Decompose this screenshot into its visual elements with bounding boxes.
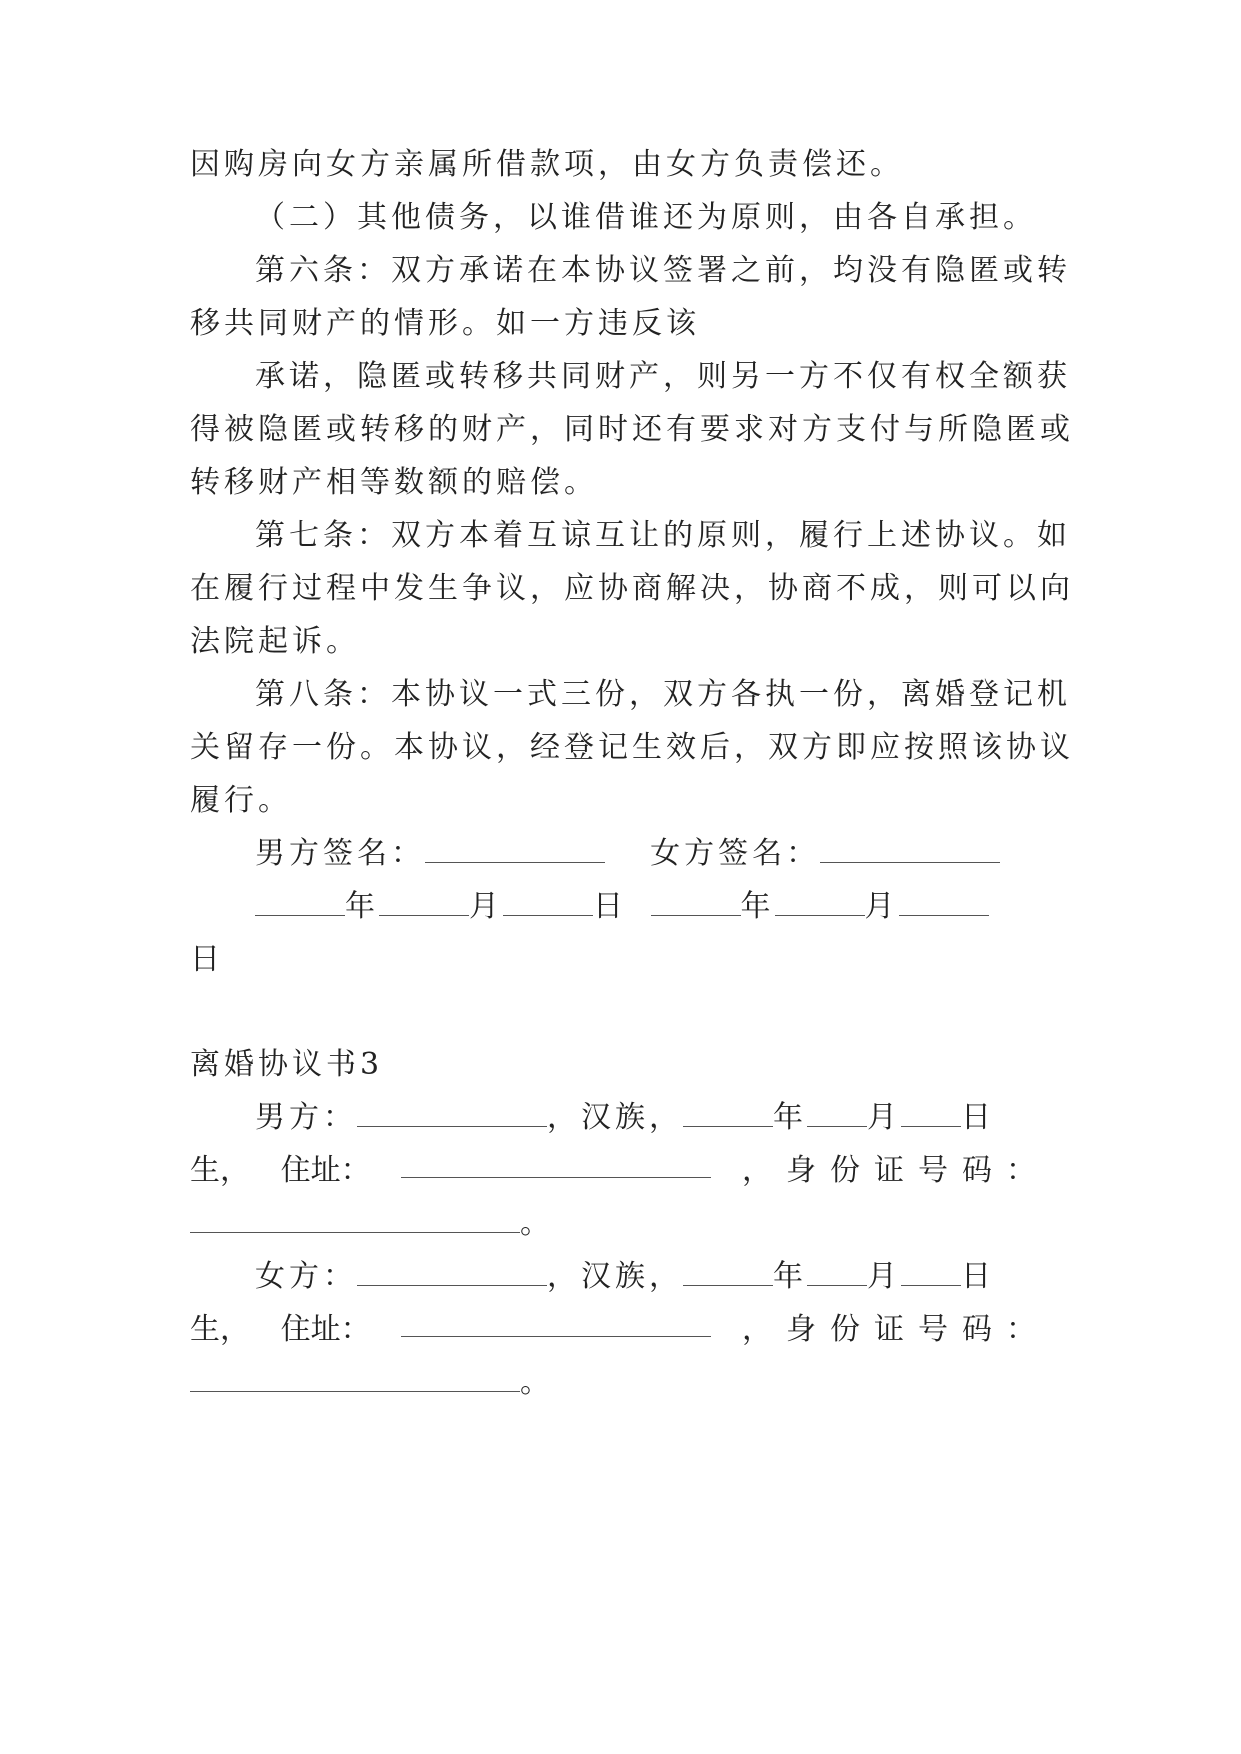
female-id-line [190, 1363, 1050, 1403]
ethnicity-label: ，汉族， [547, 1100, 683, 1135]
id-label: ，身份证号码： [741, 1153, 1050, 1188]
paragraph-line: 法院起诉。 [190, 624, 360, 659]
month-blank[interactable] [807, 1259, 867, 1286]
year-blank[interactable] [255, 889, 345, 916]
address-blank[interactable] [401, 1310, 711, 1337]
paragraph-line: （二）其他债务，以谁借谁还为原则，由各自承担。 [255, 200, 1037, 235]
date-day-wrap: 日 [190, 942, 224, 977]
day-blank[interactable] [901, 1259, 961, 1286]
ethnicity-label: ，汉族， [547, 1259, 683, 1294]
female-address-line [190, 1310, 1050, 1350]
female-signature-label: 女方签名： [650, 836, 821, 871]
female-name-blank[interactable] [357, 1259, 547, 1286]
day-blank[interactable] [901, 1100, 961, 1127]
born-label: 生， [190, 1312, 250, 1347]
male-label: 男方： [255, 1100, 357, 1135]
period: 。 [520, 1206, 554, 1241]
male-signature-label: 男方签名： [255, 836, 425, 871]
female-signature-blank[interactable] [820, 836, 1000, 863]
day-blank[interactable] [503, 889, 593, 916]
day-blank[interactable] [899, 889, 989, 916]
month-blank[interactable] [775, 889, 865, 916]
address-label: 住址： [280, 1312, 371, 1347]
year-blank[interactable] [683, 1259, 773, 1286]
day-label: 日 [961, 1259, 995, 1294]
year-label: 年 [773, 1100, 807, 1135]
born-label: 生， [190, 1153, 250, 1188]
year-label: 年 [345, 889, 379, 924]
year-label: 年 [773, 1259, 807, 1294]
paragraph-line: 第八条：本协议一式三份，双方各执一份，离婚登记机 [255, 677, 1071, 712]
male-name-blank[interactable] [357, 1100, 547, 1127]
paragraph-line: 在履行过程中发生争议，应协商解决，协商不成，则可以向 [190, 571, 1074, 606]
address-label: 住址： [280, 1153, 371, 1188]
month-blank[interactable] [379, 889, 469, 916]
id-number-blank[interactable] [190, 1206, 520, 1233]
year-blank[interactable] [651, 889, 741, 916]
day-label: 日 [593, 889, 627, 924]
signature-line [255, 834, 1050, 874]
month-blank[interactable] [807, 1100, 867, 1127]
paragraph-line: 因购房向女方亲属所借款项，由女方负责偿还。 [190, 147, 904, 182]
male-info-line [255, 1098, 1050, 1138]
month-label: 月 [469, 889, 503, 924]
month-label: 月 [864, 889, 899, 924]
male-address-line [190, 1151, 1050, 1191]
paragraph-line: 关留存一份。本协议，经登记生效后，双方即应按照该协议 [190, 730, 1074, 765]
female-label: 女方： [255, 1259, 357, 1294]
period: 。 [520, 1365, 554, 1400]
section-title: 离婚协议书3 [190, 1047, 384, 1082]
year-label: 年 [740, 889, 775, 924]
male-id-line [190, 1204, 1050, 1244]
id-number-blank[interactable] [190, 1365, 520, 1392]
id-label: ，身份证号码： [741, 1312, 1050, 1347]
female-info-line [255, 1257, 1050, 1297]
month-label: 月 [867, 1100, 901, 1135]
year-blank[interactable] [683, 1100, 773, 1127]
day-label: 日 [961, 1100, 995, 1135]
paragraph-line: 转移财产相等数额的赔偿。 [190, 465, 598, 500]
month-label: 月 [867, 1259, 901, 1294]
paragraph-line: 第六条：双方承诺在本协议签署之前，均没有隐匿或转 [255, 253, 1071, 288]
date-line [255, 887, 1050, 927]
paragraph-line: 承诺，隐匿或转移共同财产，则另一方不仅有权全额获 [255, 359, 1071, 394]
male-signature-blank[interactable] [425, 836, 605, 863]
paragraph-line: 第七条：双方本着互谅互让的原则，履行上述协议。如 [255, 518, 1071, 553]
paragraph-line: 履行。 [190, 783, 292, 818]
paragraph-line: 得被隐匿或转移的财产，同时还有要求对方支付与所隐匿或 [190, 412, 1074, 447]
paragraph-line: 移共同财产的情形。如一方违反该 [190, 306, 700, 341]
address-blank[interactable] [401, 1151, 711, 1178]
